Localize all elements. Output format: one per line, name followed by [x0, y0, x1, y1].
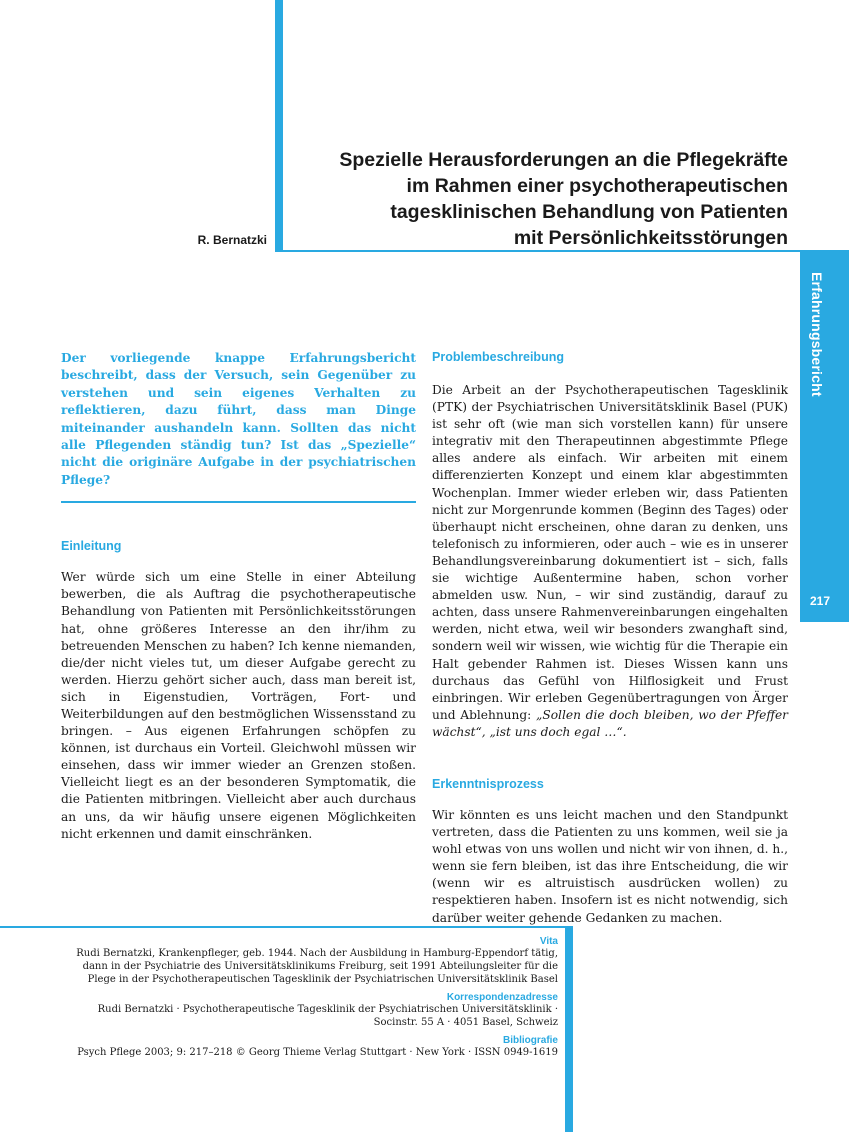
header-accent-bar — [275, 0, 283, 252]
correspondence-text: Rudi Bernatzki · Psychotherapeutische Tagesklinik der Psychiatrischen Universitätsklinik · Socinstr. 55 A · 4051 Basel, Schweiz — [97, 1004, 558, 1028]
problem-quote: „Sollen die doch bleiben, wo der Pfeffer wächst“, „ist uns doch egal …“. — [432, 707, 788, 739]
bibliography-text: Psych Pflege 2003; 9: 217–218 © Georg Thieme Verlag Stuttgart · New York · ISSN 0949-1619 — [77, 1047, 558, 1058]
footer-accent-bar — [565, 926, 573, 1132]
title-line: tagesklinischen Behandlung von Patienten — [390, 201, 788, 223]
section-label: Erfahrungsbericht — [809, 272, 825, 397]
page-number: 217 — [809, 594, 831, 608]
paragraph-problembeschreibung — [432, 382, 788, 741]
abstract-rule — [61, 501, 416, 503]
paragraph-erkenntnisprozess: Wir könnten es uns leicht machen und den Standpunkt vertreten, dass die Patienten zu uns kommen, weil sie ja wohl etwas von uns wollen und nicht wir von ihnen, d. h., wenn sie fern bleiben, ist das ihre Entscheidung, die wir (wenn wir es altruistisch ausdrücken wollen) zu respektieren haben. Insofern ist es nicht notwendig, sich darüber weiter gehende Gedanken zu machen. — [432, 807, 788, 925]
correspondence-heading: Korrespondenzadresse — [446, 992, 558, 1003]
footer-rule — [0, 926, 573, 928]
article-title — [318, 147, 788, 251]
heading-erkenntnisprozess: Erkenntnisprozess — [432, 776, 544, 791]
paragraph-einleitung: Wer würde sich um eine Stelle in einer Abteilung bewerben, die als Auftrag die psychotherapeutische Behandlung von Patienten mit Persönlichkeitsstörungen hat, ohne größeres Interesse an den ihr/ihm zu betreuenden Menschen zu haben? Ich kenne niemanden, die/der nicht vieles tut, um dieser Aufgabe gerecht zu werden. Hierzu gehört sicher auch, dass man bereit ist, sich in Eigenstudien, Vorträgen, Fort- und Weiterbildungen auf den bestmöglichen Wissensstand zu bringen. – Aus eigenen Erfahrungen schöpfen zu können, ist durchaus ein Vorteil. Gleichwohl müssen wir einsehen, dass wir immer wieder an Grenzen stoßen. Vielleicht liegt es an der besonderen Symptomatik, die die Patienten mitbringen. Vielleicht aber auch durchaus an uns, da wir häufig unsere eigenen Möglichkeiten nicht erkennen und damit einschränken. — [61, 570, 416, 841]
bibliography-heading: Bibliografie — [502, 1035, 558, 1046]
left-column — [61, 350, 416, 843]
vita-heading: Vita — [539, 936, 558, 947]
heading-problembeschreibung: Problembeschreibung — [432, 350, 564, 364]
abstract: Der vorliegende knappe Erfahrungsbericht beschreibt, dass der Versuch, sein Gegenüber zu verstehen und sein eigenes Verhalten zu reflektieren, dazu führt, dass man Dinge miteinander aushandeln kann. Sollten das nicht alle Pflegenden ständig tun? Ist das „Spezielle“ nicht die originäre Aufgabe in der psychiatrischen Pflege? — [61, 351, 416, 487]
author-name: R. Bernatzki — [197, 233, 267, 247]
title-line: mit Persönlichkeitsstörungen — [513, 227, 788, 249]
right-column — [432, 350, 788, 927]
article-footer — [70, 936, 558, 1059]
title-line: im Rahmen einer psychotherapeutischen — [406, 175, 788, 197]
heading-einleitung: Einleitung — [61, 539, 122, 554]
problem-text: Die Arbeit an der Psychotherapeutischen Tagesklinik (PTK) der Psychiatrischen Universitätsklinik Basel (PUK) ist sehr oft (wie man sich vorstellen kann) für unsere integrativ mit den Therapeutinnen abgestimmte Pflege alles andere als einfach. Wir arbeiten mit einem differenzierten Konzept und einem klar abgestimmten Wochenplan. Immer wieder erleben wir, dass Patienten nicht zur Morgenrunde kommen (Beginn des Tages) oder überhaupt nicht erscheinen, ohne daran zu denken, uns telefonisch zu informieren, oder auch – wie es in unserer Behandlungsvereinbarung dokumentiert ist – sich, falls sie wichtige Außentermine haben, schon vorher abmelden usw. Nun, – wir sind zuständig, darauf zu achten, dass unsere Rahmenvereinbarungen eingehalten werden, nicht etwa, weil wir besonders zwanghaft sind, sondern weil wir wissen, wie wichtig für die Therapie ein Halt gebender Rahmen ist. Dieses Wissen kann uns durchaus das Gefühl von Hilflosigkeit und Frust einbringen. Wir erleben Gegenübertragungen von Ärger und Ablehnung: — [432, 383, 788, 722]
vita-text: Rudi Bernatzki, Krankenpfleger, geb. 1944. Nach der Ausbildung in Hamburg-Eppendorf tätig, dann in der Psychiatrie des Universitätsklinikums Freiburg, seit 1991 Abteilungsleiter für die Plege in der Psychotherapeutischen Tagesklinik der Psychiatrischen Universitätsklinik Basel — [76, 948, 558, 985]
title-line: Spezielle Herausforderungen an die Pflegekräfte — [339, 149, 788, 171]
